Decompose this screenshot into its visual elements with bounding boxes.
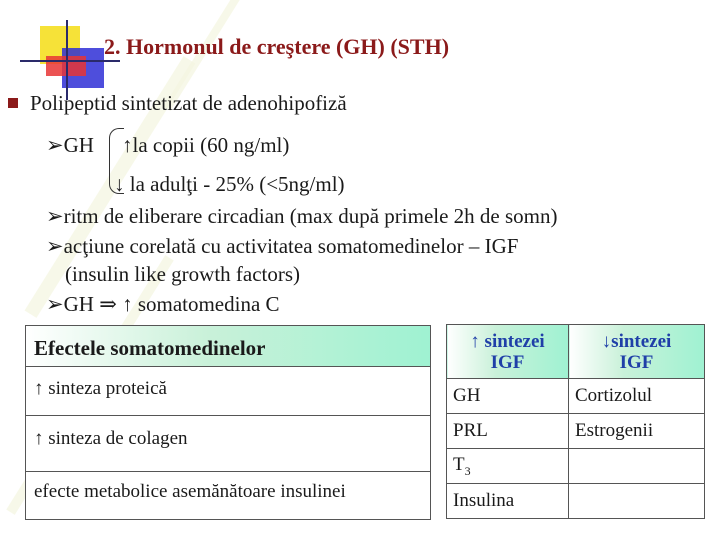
arrow-bullet-icon: ➢ [46, 133, 64, 157]
down-arrow-icon: ↓ [114, 172, 125, 196]
table-cell: Estrogenii [569, 414, 705, 449]
table-row [26, 416, 430, 472]
action-text-line1: acţiune corelată cu activitatea somatomedinelor – IGF [63, 234, 519, 258]
table-row [26, 367, 430, 416]
main-bullet-text: Polipeptid sintetizat de adenohipofiză [30, 91, 347, 115]
table-cell: Insulina [447, 484, 569, 519]
rhythm-text: ritm de eliberare circadian (max după primele 2h de somn) [63, 204, 558, 228]
header-increase-igf: ↑ sintezei IGF [447, 325, 569, 379]
table-row [447, 414, 705, 449]
table-cell [569, 449, 705, 484]
table-row [26, 472, 430, 518]
sub-bullet-action [46, 234, 518, 259]
subscript: 3 [464, 463, 471, 478]
somatomedin-effects-table [25, 325, 431, 520]
sub-bullet-gh-children [46, 133, 94, 158]
up-arrow-icon: ↑ [34, 428, 44, 449]
gh-prefix: GH [63, 292, 94, 316]
arrow-bullet-icon: ➢ [46, 234, 64, 258]
table-cell [569, 484, 705, 519]
sub-bullet-rhythm [46, 204, 558, 229]
up-arrow-icon: ↑ [122, 133, 133, 157]
gh-prefix: GH [63, 133, 94, 157]
table-cell: sinteza de colagen [48, 428, 188, 449]
gh-children-line [122, 133, 289, 158]
up-arrow-icon: ↑ [122, 292, 133, 316]
down-arrow-icon: ↓ [601, 330, 612, 352]
table-cell: PRL [447, 414, 569, 449]
table-row [447, 484, 705, 519]
table-cell: sinteza proteică [48, 378, 167, 399]
table-row [447, 379, 705, 414]
implies-arrow-icon: ⇒ [99, 292, 117, 316]
gh-adults-line [114, 172, 345, 197]
arrow-bullet-icon: ➢ [46, 204, 64, 228]
up-arrow-icon: ↑ [34, 378, 44, 399]
action-text-line2: (insulin like growth factors) [65, 262, 301, 286]
table-cell: GH [447, 379, 569, 414]
gh-children-text: la copii (60 ng/ml) [132, 133, 290, 157]
bullet-square-icon [8, 98, 18, 108]
main-bullet [8, 91, 347, 116]
table-cell: efecte metabolice asemănătoare insulinei [34, 481, 346, 502]
somatomedin-text: somatomedina C [137, 292, 280, 316]
table-row [447, 449, 705, 484]
decorative-line [20, 60, 120, 62]
table-cell: $T_3$ [447, 449, 569, 484]
table-cell: Cortizolul [569, 379, 705, 414]
arrow-bullet-icon: ➢ [46, 292, 64, 316]
up-arrow-icon: ↑ [470, 330, 480, 352]
igf-synthesis-table [446, 324, 705, 519]
gh-adults-text: la adulţi - 25% (<5ng/ml) [129, 172, 345, 196]
header-decrease-igf: ↓sintezei IGF [569, 325, 705, 379]
sub-bullet-gh-somatomedin [46, 292, 280, 317]
slide-title: 2. Hormonul de creştere (GH) (STH) [104, 34, 450, 59]
table-header: Efectele somatomedinelor [26, 326, 430, 367]
